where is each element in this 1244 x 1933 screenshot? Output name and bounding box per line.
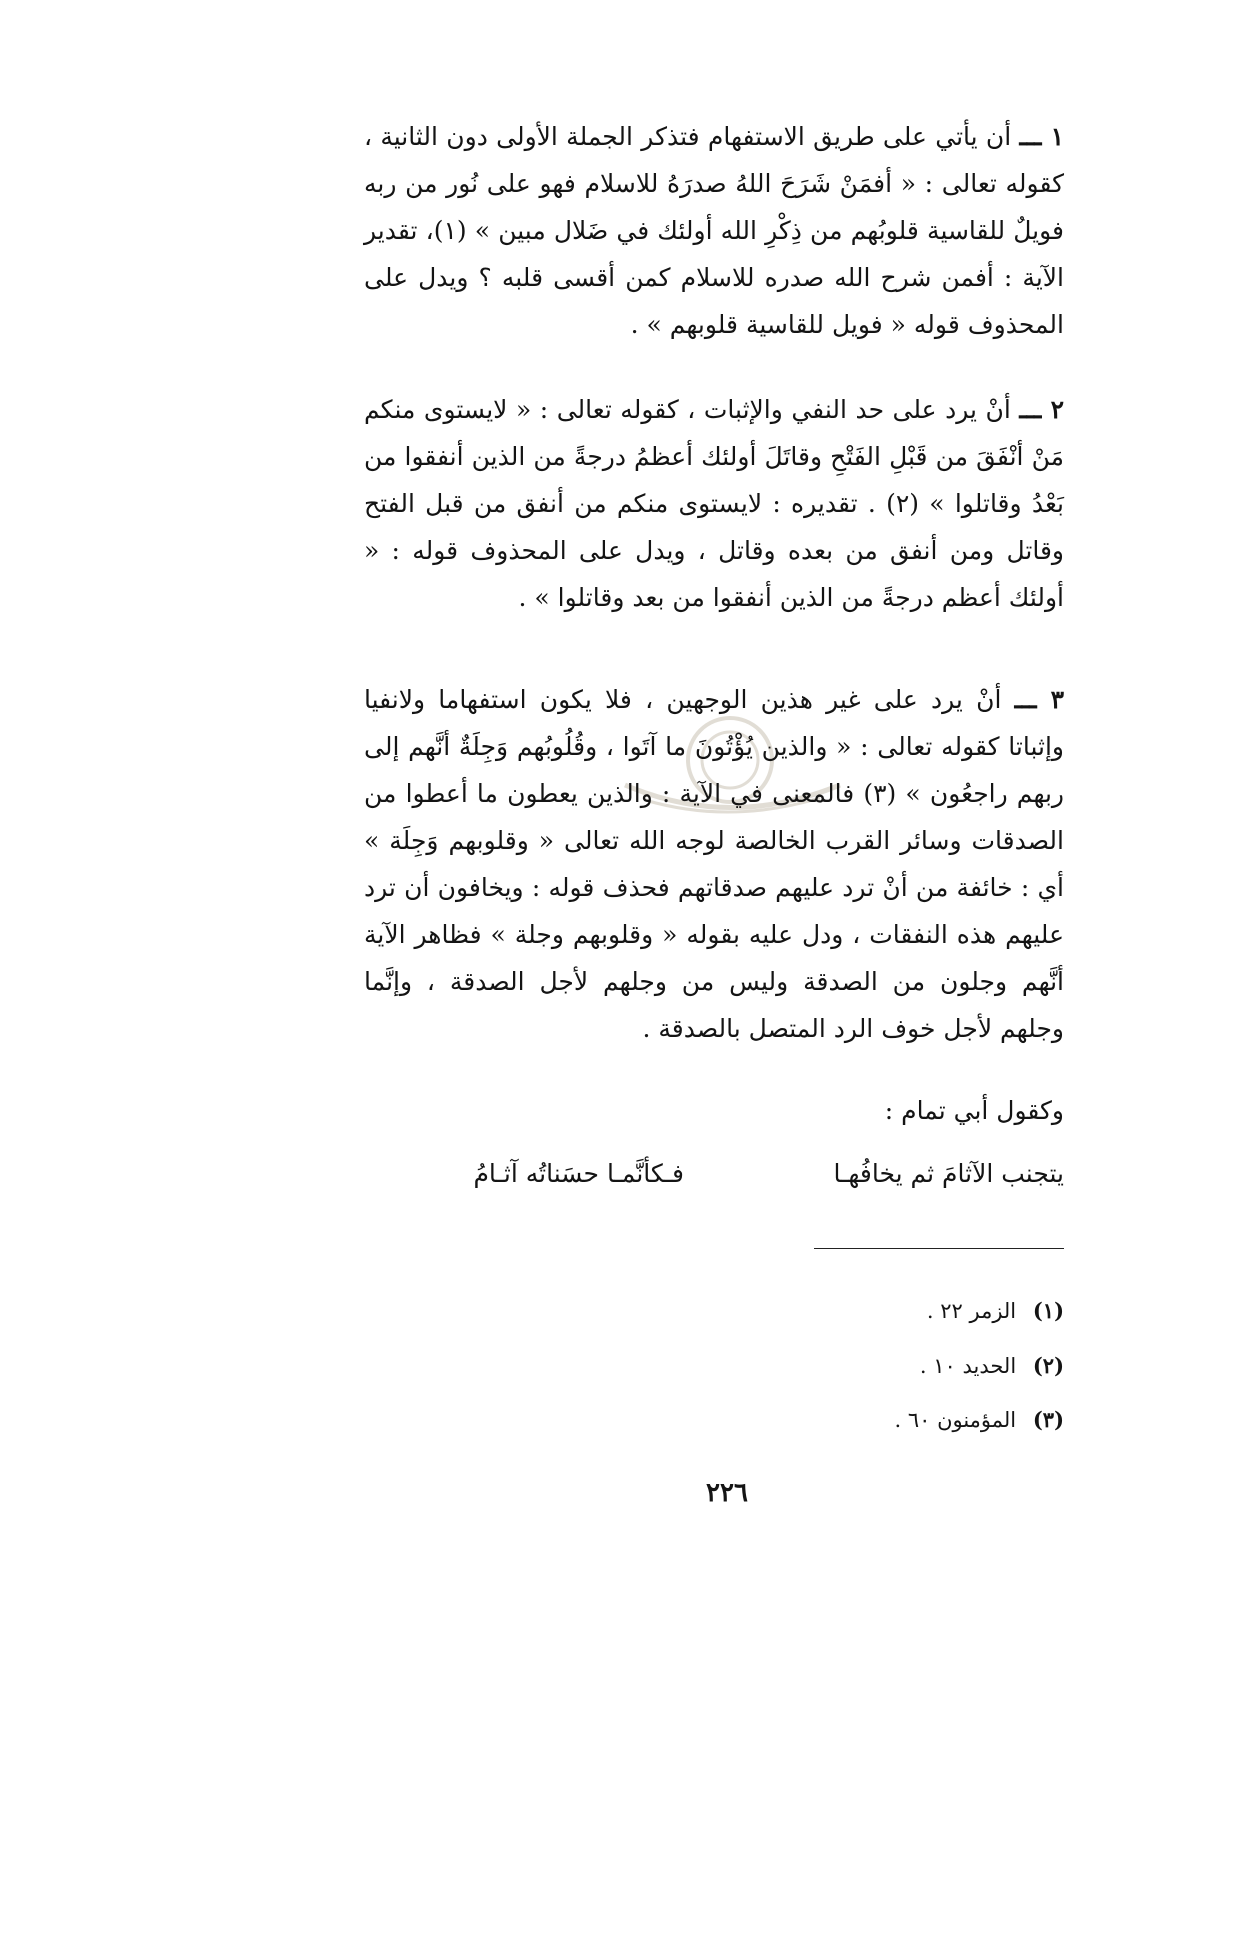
item-number: ٢ ـــ — [1019, 395, 1064, 424]
item-text: أن يأتي على طريق الاستفهام فتذكر الجملة الأولى دون الثانية ، كقوله تعالى : « أفمَنْ شَرَحَ اللهُ صدرَهُ للاسلام فهو على نُور من ربه فويلٌ للقاسية قلوبُهم من ذِكْرِ الله أولئك في ضَلال مبين » (١)، تقدير الآية : أفمن شرح الله صدره للاسلام كمن أقسى قلبه ؟ ويدل على المحذوف قوله « فويل للقاسية قلوبهم » . — [364, 122, 1064, 339]
footnote-number: (٢) — [1032, 1353, 1064, 1378]
item-number: ١ ـــ — [1019, 122, 1064, 151]
footnote-3 — [894, 1405, 1064, 1435]
footnote-text: الحديد ١٠ . — [919, 1354, 1017, 1378]
list-item-2 — [364, 386, 1064, 621]
footnote-text: المؤمنون ٦٠ . — [894, 1408, 1017, 1432]
footnote-2 — [920, 1351, 1064, 1381]
footnote-number: (٣) — [1032, 1407, 1064, 1432]
item-number: ٣ ـــ — [1014, 685, 1064, 714]
list-item-3 — [364, 676, 1064, 1052]
footnote-text: الزمر ٢٢ . — [926, 1299, 1017, 1323]
poem-first-hemistich: يتجنب الآثامَ ثم يخافُهـا — [833, 1159, 1064, 1188]
page-number: ٢٢٦ — [706, 1478, 748, 1508]
poem-intro: وكقول أبي تمام : — [884, 1096, 1064, 1125]
footnote-number: (١) — [1032, 1298, 1064, 1323]
footnote-1 — [927, 1296, 1064, 1326]
item-text: أنْ يرد على حد النفي والإثبات ، كقوله تعالى : « لايستوى منكم مَنْ أنْفَقَ من قَبْلِ الفَتْحِ وقاتَلَ أولئك أعظمُ درجةً من الذين أنفقوا من بَعْدُ وقاتلوا » (٢) . تقديره : لايستوى منكم من أنفق من قبل الفتح وقاتل ومن أنفق من بعده وقاتل ، ويدل على المحذوف قوله : « أولئك أعظم درجةً من الذين أنفقوا من بعد وقاتلوا » . — [364, 395, 1064, 612]
poem-second-hemistich: فـكأنَّمـا حسَناتُه آثـامُ — [473, 1159, 684, 1188]
list-item-1 — [364, 113, 1064, 348]
footnote-divider — [814, 1248, 1064, 1249]
book-page — [220, 0, 1244, 1593]
item-text: أنْ يرد على غير هذين الوجهين ، فلا يكون استفهاما ولانفيا وإثباتا كقوله تعالى : « والذين يُؤْتُونَ ما آتَوا ، وقُلُوبُهم وَجِلَةٌ أنَّهم إلى ربهم راجعُون » (٣) فالمعنى في الآية : والذين يعطون ما أعطوا من الصدقات وسائر القرب الخالصة لوجه الله تعالى « وقلوبهم وَجِلَة » أي : خائفة من أنْ ترد عليهم صدقاتهم فحذف قوله : ويخافون أن ترد عليهم هذه النفقات ، ودل عليه بقوله « وقلوبهم وجلة » فظاهر الآية أنَّهم وجلون من الصدقة وليس من وجلهم لأجل الصدقة ، وإنَّما وجلهم لأجل خوف الرد المتصل بالصدقة . — [364, 685, 1065, 1043]
